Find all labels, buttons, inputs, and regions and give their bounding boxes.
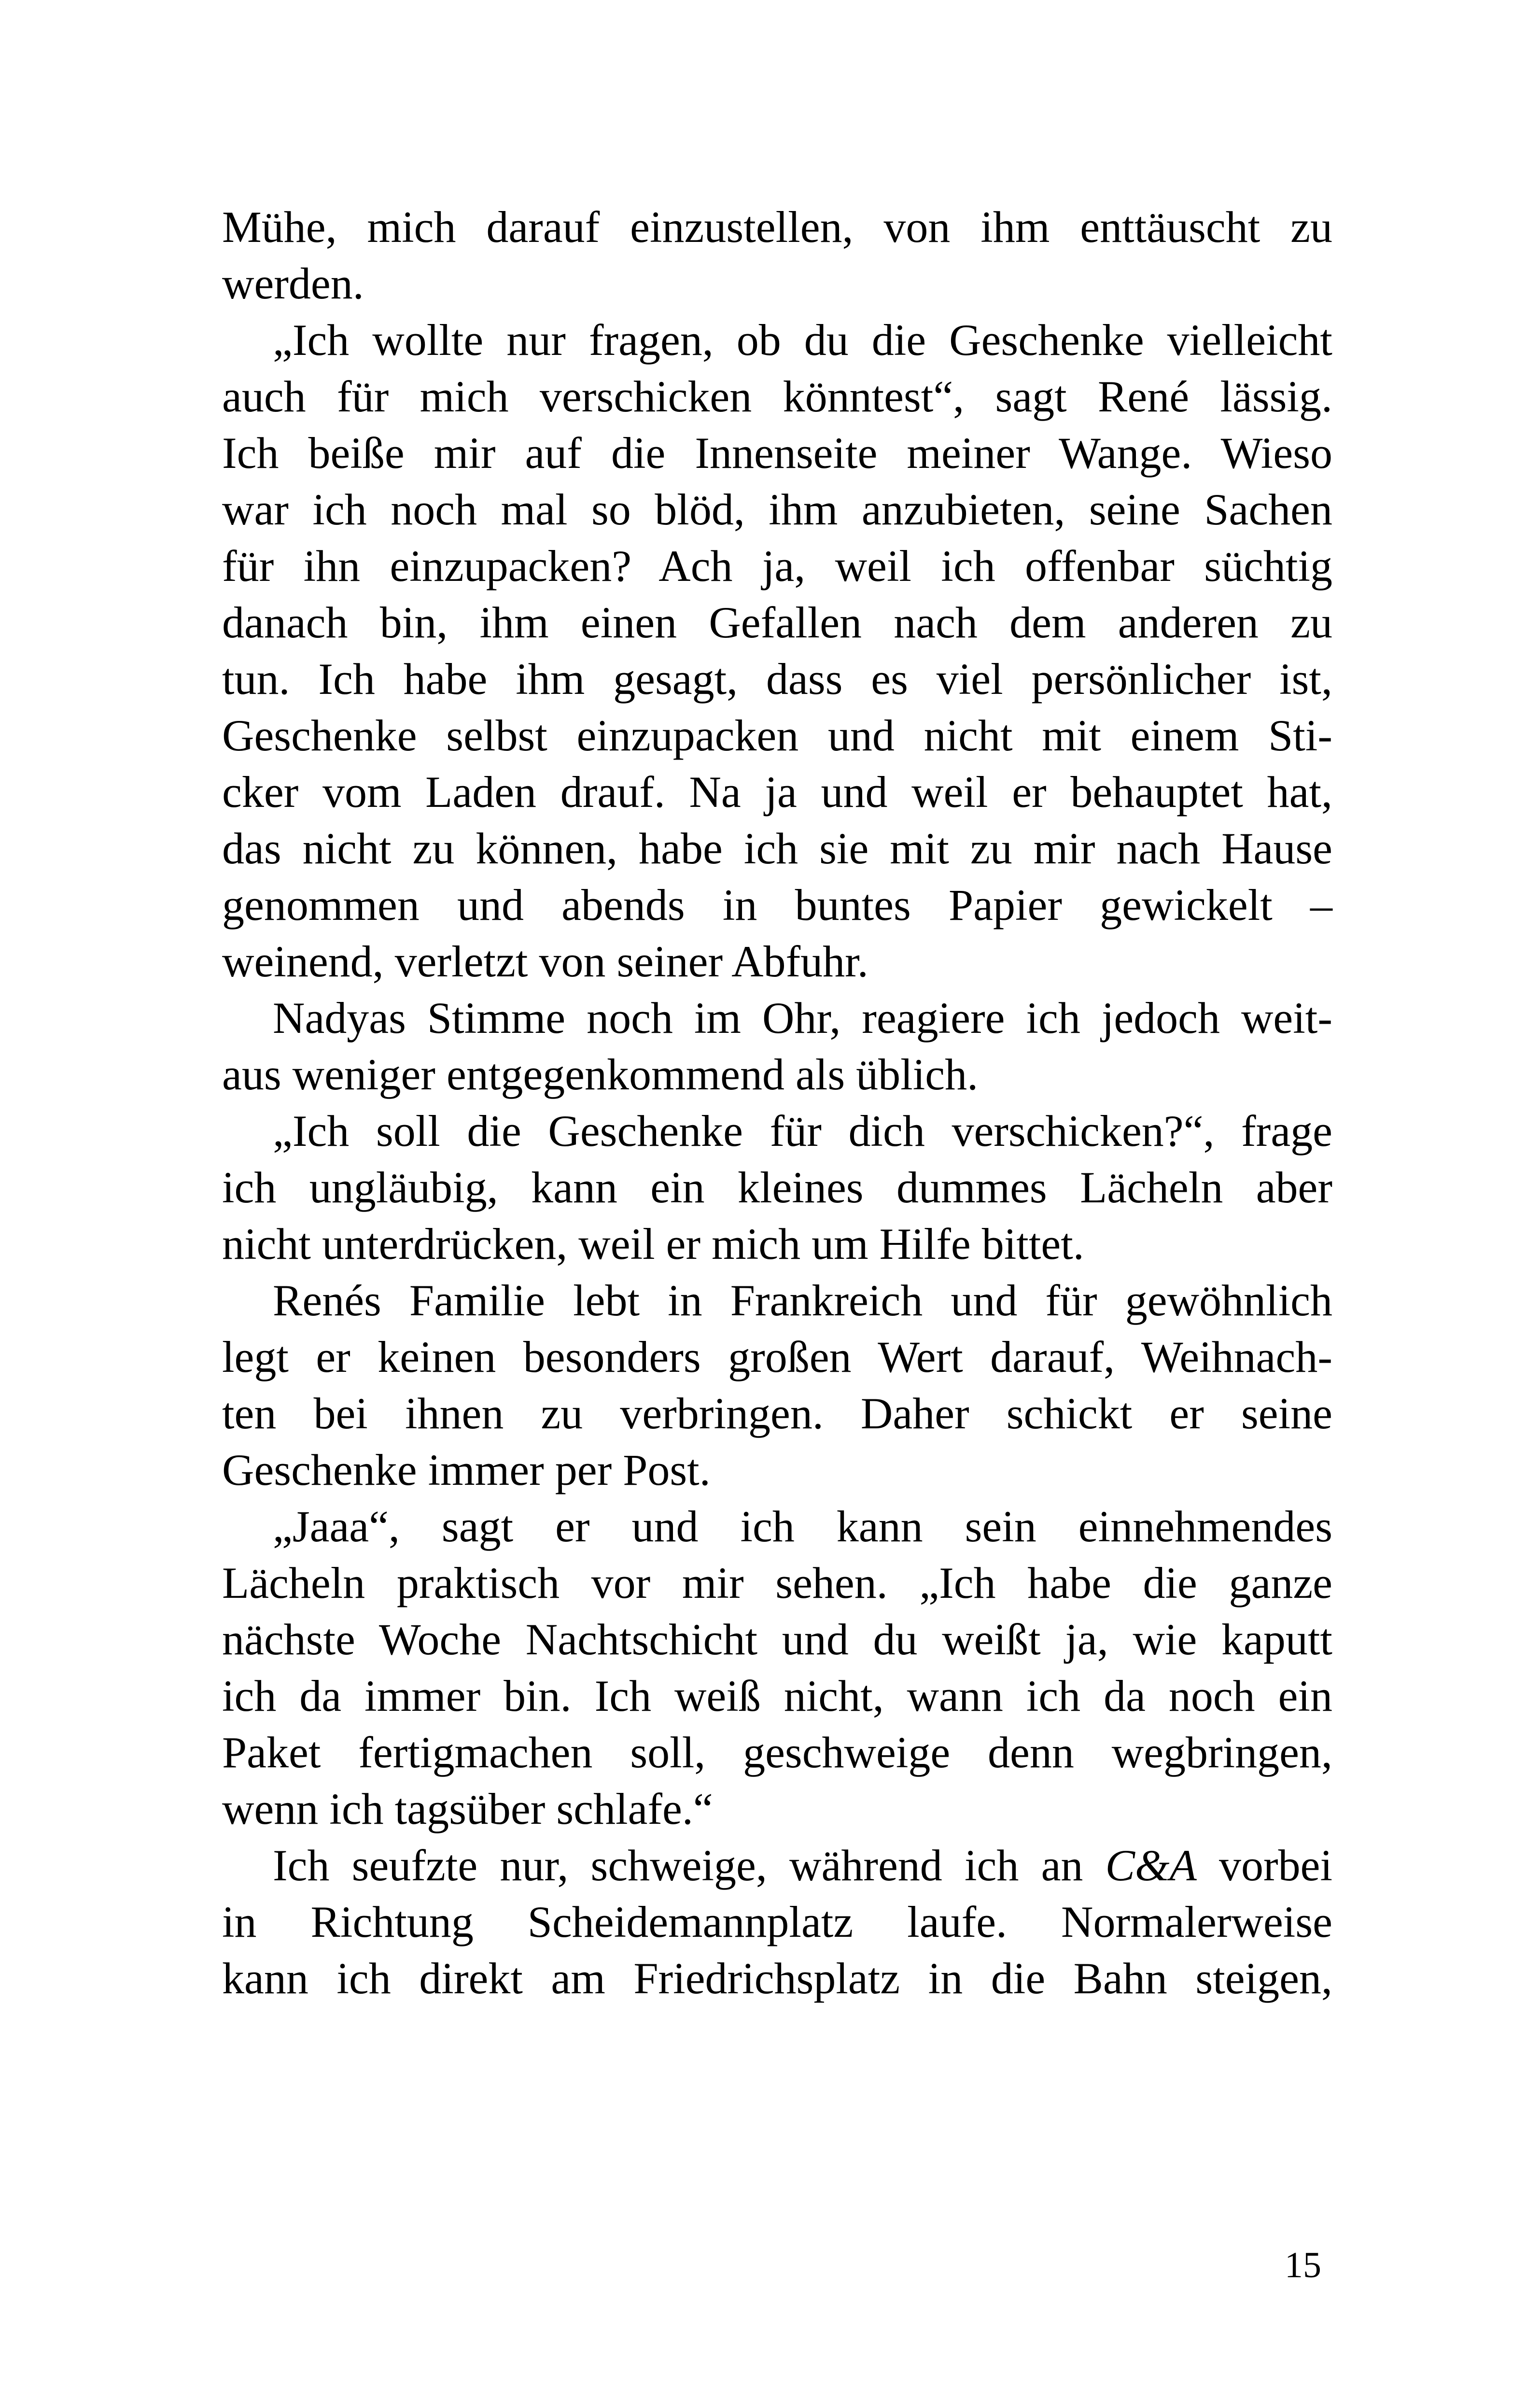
text-line	[222, 312, 1332, 368]
text-line	[222, 1329, 1332, 1385]
text-line	[222, 594, 1332, 651]
text-line	[222, 1950, 1332, 2007]
text-run: nächste Woche Nachtschicht und du weißt ja, wie kaputt	[222, 1615, 1332, 1664]
text-line	[222, 1781, 1332, 1837]
text-run: das nicht zu können, habe ich sie mit zu mir nach Hause	[222, 824, 1332, 873]
text-run: cker vom Laden drauf. Na ja und weil er behauptet hat,	[222, 767, 1332, 817]
text-run: in Richtung Scheidemannplatz laufe. Normalerweise	[222, 1897, 1332, 1946]
text-line	[222, 764, 1332, 820]
text-run: war ich noch mal so blöd, ihm anzubieten, seine Sachen	[222, 485, 1332, 534]
text-line	[222, 820, 1332, 877]
text-run: „Ich soll die Geschenke für dich verschicken?“, frage	[273, 1106, 1332, 1156]
text-run: vorbei	[1196, 1841, 1333, 1890]
text-run: nicht unterdrücken, weil er mich um Hilfe bittet.	[222, 1219, 1084, 1268]
text-run: weinend, verletzt von seiner Abfuhr.	[222, 937, 868, 986]
text-line	[222, 933, 1332, 990]
text-line	[222, 990, 1332, 1046]
text-run: für ihn einzupacken? Ach ja, weil ich offenbar süchtig	[222, 541, 1332, 591]
text-run: „Jaaa“, sagt er und ich kann sein einnehmendes	[273, 1502, 1332, 1551]
text-run: kann ich direkt am Friedrichsplatz in die Bahn steigen,	[222, 1954, 1332, 2003]
text-line	[222, 481, 1332, 538]
text-line	[222, 1668, 1332, 1724]
text-run: Nadyas Stimme noch im Ohr, reagiere ich jedoch weit-	[273, 993, 1332, 1043]
text-line	[222, 255, 1332, 312]
text-run: „Ich wollte nur fragen, ob du die Geschenke vielleicht	[273, 315, 1332, 365]
text-run: genommen und abends in buntes Papier gewickelt –	[222, 880, 1332, 930]
text-line	[222, 1837, 1332, 1894]
text-run: auch für mich verschicken könntest“, sagt René lässig.	[222, 372, 1332, 421]
text-run: Ich beiße mir auf die Innenseite meiner Wange. Wieso	[222, 428, 1332, 478]
page-number: 15	[1285, 2245, 1321, 2285]
text-line	[222, 651, 1332, 707]
text-line	[222, 368, 1332, 425]
text-line	[222, 1442, 1332, 1498]
text-run: Ich seufzte nur, schweige, während ich an	[273, 1841, 1106, 1890]
text-run: Lächeln praktisch vor mir sehen. „Ich habe die ganze	[222, 1558, 1332, 1607]
text-run: Mühe, mich darauf einzustellen, von ihm enttäuscht zu	[222, 202, 1332, 252]
text-run: Geschenke immer per Post.	[222, 1445, 711, 1494]
text-run: ich da immer bin. Ich weiß nicht, wann ich da noch ein	[222, 1671, 1332, 1720]
italic-text-run: C&A	[1105, 1841, 1197, 1890]
text-run: Paket fertigmachen soll, geschweige denn wegbringen,	[222, 1728, 1332, 1777]
text-line	[222, 1385, 1332, 1442]
text-line	[222, 1498, 1332, 1555]
text-line	[222, 707, 1332, 764]
text-run: Renés Familie lebt in Frankreich und für gewöhnlich	[273, 1276, 1332, 1325]
text-line	[222, 1272, 1332, 1329]
page-text	[222, 199, 1332, 2007]
text-run: Geschenke selbst einzupacken und nicht mit einem Sti-	[222, 711, 1332, 760]
text-run: ten bei ihnen zu verbringen. Daher schickt er seine	[222, 1389, 1332, 1438]
text-line	[222, 425, 1332, 481]
text-run: aus weniger entgegenkommend als üblich.	[222, 1050, 979, 1099]
text-line	[222, 1103, 1332, 1159]
text-run: werden.	[222, 259, 364, 308]
text-line	[222, 1555, 1332, 1611]
text-line	[222, 1894, 1332, 1950]
text-line	[222, 199, 1332, 255]
text-run: legt er keinen besonders großen Wert darauf, Weihnach-	[222, 1332, 1332, 1381]
text-line	[222, 538, 1332, 594]
text-line	[222, 1216, 1332, 1272]
text-run: ich ungläubig, kann ein kleines dummes Lächeln aber	[222, 1163, 1332, 1212]
text-run: wenn ich tagsüber schlafe.“	[222, 1784, 713, 1833]
text-line	[222, 1159, 1332, 1216]
text-run: danach bin, ihm einen Gefallen nach dem anderen zu	[222, 598, 1332, 647]
text-line	[222, 1611, 1332, 1668]
text-run: tun. Ich habe ihm gesagt, dass es viel persönlicher ist,	[222, 654, 1332, 704]
text-line	[222, 1046, 1332, 1103]
text-line	[222, 1724, 1332, 1781]
text-line	[222, 877, 1332, 933]
